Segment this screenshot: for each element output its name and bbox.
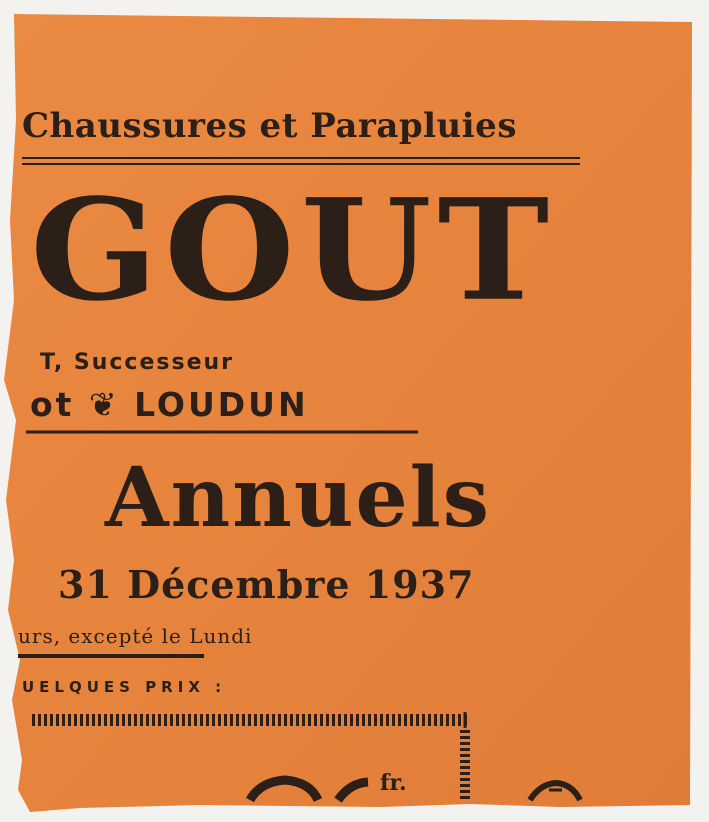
event-title: Annuels xyxy=(105,450,491,546)
poster-heading: Chaussures et Parapluies xyxy=(22,106,517,146)
prices-heading: UELQUES PRIX : xyxy=(22,678,227,696)
schedule-line: urs, excepté le Lundi xyxy=(18,624,253,648)
poster-brand: GOUT xyxy=(30,168,556,333)
date-line: 31 Décembre 1937 xyxy=(58,562,475,607)
successor-line: T, Successeur xyxy=(40,350,235,375)
city-line: ot ❦ LOUDUN xyxy=(30,385,309,424)
price-unit: fr. xyxy=(380,770,407,796)
